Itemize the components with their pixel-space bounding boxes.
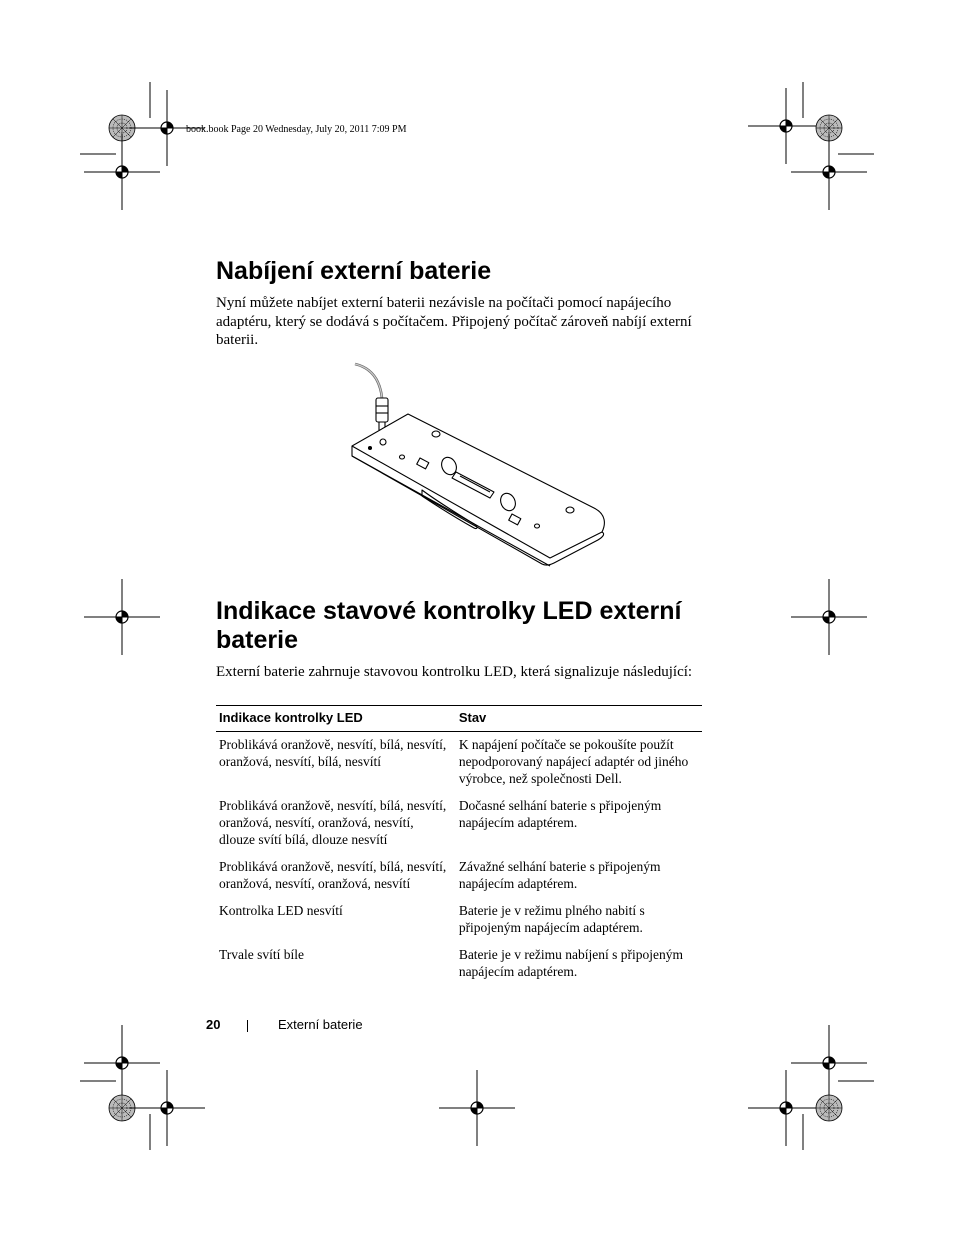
page-number: 20 [206, 1017, 221, 1032]
column-header-led-indication: Indikace kontrolky LED [216, 706, 456, 732]
led-indication-cell: Trvale svítí bíle [219, 947, 305, 962]
status-cell: Závažné selhání baterie s připojeným napájecím adaptérem. [458, 859, 661, 891]
column-header-status: Stav [456, 706, 702, 732]
section-title-charging: Nabíjení externí baterie [216, 257, 492, 285]
table-row [216, 942, 702, 986]
table-row [216, 898, 702, 942]
led-indication-cell: Problikává oranžově, nesvítí, bílá, nesvítí, oranžová, nesvítí, oranžová, nesvítí [219, 859, 447, 891]
section-paragraph-led-status: Externí baterie zahrnuje stavovou kontrolku LED, která signalizuje následující: [216, 664, 693, 680]
status-cell: Dočasné selhání baterie s připojeným napájecím adaptérem. [458, 798, 662, 830]
table-row [216, 793, 702, 854]
status-cell: K napájení počítače se pokoušíte použít nepodporovaný napájecí adaptér od jiného výrobce, než společnosti Dell. [458, 737, 689, 786]
led-indication-cell: Problikává oranžově, nesvítí, bílá, nesvítí, oranžová, nesvítí, oranžová, nesvítí, dlouze svítí bílá, dlouze nesvítí [219, 798, 447, 847]
battery-charging-illustration [350, 358, 610, 568]
table-row [216, 732, 702, 794]
status-cell: Baterie je v režimu plného nabití s připojeným napájecím adaptérem. [458, 903, 645, 935]
led-indication-cell: Problikává oranžově, nesvítí, bílá, nesvítí, oranžová, nesvítí, bílá, nesvítí [219, 737, 447, 769]
table-row [216, 854, 702, 898]
section-paragraph-charging: Nyní můžete nabíjet externí baterii nezávisle na počítači pomocí napájecího adaptéru, který se dodává s počítačem. Připojený počítač zároveň nabíjí externí baterii. [216, 295, 692, 348]
status-cell: Baterie je v režimu nabíjení s připojeným napájecím adaptérem. [458, 947, 683, 979]
section-title-led-status: Indikace stavové kontrolky LED externí baterie [216, 597, 682, 654]
table-header-row [216, 706, 702, 732]
footer-section-title: Externí baterie [278, 1017, 363, 1032]
led-status-table [216, 705, 702, 986]
footer-separator [247, 1020, 248, 1032]
running-header: book.book Page 20 Wednesday, July 20, 2011 7:09 PM [186, 124, 407, 135]
led-indication-cell: Kontrolka LED nesvítí [219, 903, 343, 918]
